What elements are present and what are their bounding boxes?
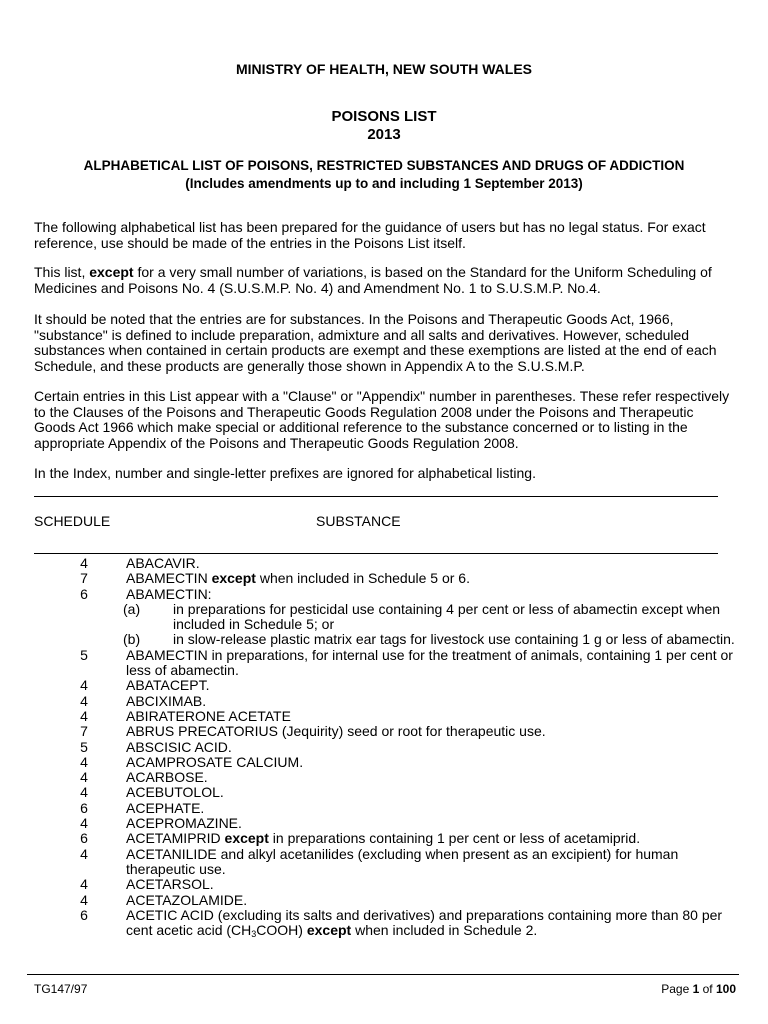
substance-text: ABRUS PRECATORIUS (Jequirity) seed or root for therapeutic use. xyxy=(126,723,546,740)
subclause-text: in preparations for pesticidal use containing 4 per cent or less of abamectin except when included in Schedule 5; or xyxy=(173,600,721,633)
entry-row xyxy=(0,877,768,892)
schedule-number: 4 xyxy=(80,692,88,709)
amendments-note: (Includes amendments up to and including 1 September 2013) xyxy=(185,176,583,191)
entry-row xyxy=(0,571,768,586)
substance-text: ACETANILIDE and alkyl acetanilides (excluding when present as an excipient) for human therapeutic use. xyxy=(126,845,679,877)
substance-text: ABIRATERONE ACETATE xyxy=(126,707,291,724)
substance-text: ACETARSOL. xyxy=(126,876,214,893)
substance-text: ACETAMIPRID except in preparations containing 1 per cent or less of acetamiprid. xyxy=(126,830,641,847)
substance-text: ACETIC ACID (excluding its salts and derivatives) and preparations containing more than 80 per cent acetic acid $(CH_3COOH)$ except when included in Schedule 2. xyxy=(126,906,723,940)
intro-paragraph-5: In the Index, number and single-letter prefixes are ignored for alphabetical listing. xyxy=(34,465,536,481)
entry-row xyxy=(0,831,768,846)
entry-row xyxy=(0,709,768,724)
substance-text: ABAMECTIN except when included in Schedule 5 or 6. xyxy=(126,570,470,587)
entry-row xyxy=(0,724,768,739)
substance-text: ACEPHATE. xyxy=(126,799,205,816)
substance-text: ACAMPROSATE CALCIUM. xyxy=(126,753,304,770)
schedule-number: 4 xyxy=(80,677,88,694)
entry-row xyxy=(0,755,768,770)
subclause-text: in slow-release plastic matrix ear tags for livestock use containing 1 g or less of abamectin. xyxy=(173,631,735,648)
document-code: TG147/97 xyxy=(34,982,88,996)
subclause-label: (a) xyxy=(123,600,141,617)
entry-row xyxy=(0,893,768,908)
schedule-number: 6 xyxy=(80,830,88,847)
entry-row xyxy=(0,770,768,785)
page-number: Page 1 of 100 xyxy=(661,982,736,996)
substance-text: ABAMECTIN: xyxy=(126,585,212,602)
entry-row xyxy=(0,847,768,878)
entry-row xyxy=(0,801,768,816)
substance-text: ABATACEPT. xyxy=(126,677,210,694)
intro-paragraph-1: The following alphabetical list has been prepared for the guidance of users but has no legal status. For exact reference, use should be made of the entries in the Poisons List itself. xyxy=(34,219,706,251)
divider-bottom xyxy=(34,553,718,554)
schedule-number: 4 xyxy=(80,753,88,770)
column-header-substance: SUBSTANCE xyxy=(316,513,401,529)
column-header-schedule: SCHEDULE xyxy=(34,513,111,529)
substance-text: ACARBOSE. xyxy=(126,769,208,786)
entry-row xyxy=(0,694,768,709)
subclause-label: (b) xyxy=(123,631,141,648)
document-year: 2013 xyxy=(367,126,401,143)
schedule-number: 4 xyxy=(80,876,88,893)
entry-row xyxy=(0,816,768,831)
poisons-entries-list xyxy=(0,556,768,938)
entry-row xyxy=(0,648,768,679)
schedule-number: 4 xyxy=(80,555,88,571)
entry-subclause xyxy=(0,602,768,633)
entry-row xyxy=(0,678,768,693)
ministry-heading: MINISTRY OF HEALTH, NEW SOUTH WALES xyxy=(235,61,533,77)
substance-text: ABACAVIR. xyxy=(126,555,200,571)
entry-row xyxy=(0,587,768,602)
schedule-number: 6 xyxy=(80,799,88,816)
schedule-number: 4 xyxy=(80,769,88,786)
document-title: POISONS LIST xyxy=(331,108,437,125)
substance-text: ACETAZOLAMIDE. xyxy=(126,891,248,908)
schedule-number: 4 xyxy=(80,845,88,862)
intro-paragraph-4: Certain entries in this List appear with a "Clause" or "Appendix" number in parentheses. These refer respectively to the Clauses of the Poisons and Therapeutic Goods Regulation 2008 under the Poisons and Therapeutic Goods Act 1966 which make special or additional reference to the substance concerned or to listing in the appropriate Appendix of the Poisons and Therapeutic Goods Regulation 2008. xyxy=(34,388,730,451)
intro-paragraph-3: It should be noted that the entries are for substances. In the Poisons and Therapeutic Goods Act, 1966, "substance" is defined to include preparation, admixture and all salts and derivatives. However, scheduled substances when contained in certain products are exempt and these exemptions are listed at the end of each Schedule, and these products are generally those shown in Appendix A to the S.U.S.M.P. xyxy=(34,311,717,374)
substance-text: ABCIXIMAB. xyxy=(126,692,207,709)
schedule-number: 4 xyxy=(80,815,88,832)
entry-subclause xyxy=(0,632,768,647)
schedule-number: 5 xyxy=(80,646,88,663)
entry-row xyxy=(0,556,768,571)
substance-text: ACEPROMAZINE. xyxy=(126,815,242,832)
schedule-number: 4 xyxy=(80,891,88,908)
intro-paragraph-2: This list, except for a very small number of variations, is based on the Standard for the Uniform Scheduling of Medicines and Poisons No. 4 (S.U.S.M.P. No. 4) and Amendment No. 1 to S.U.S.M.P. No.4. xyxy=(34,264,712,296)
substance-text: ABSCISIC ACID. xyxy=(126,738,232,755)
schedule-number: 4 xyxy=(80,707,88,724)
entry-row xyxy=(0,908,768,939)
schedule-number: 5 xyxy=(80,738,88,755)
substance-text: ABAMECTIN in preparations, for internal use for the treatment of animals, containing 1 per cent or less of abamectin. xyxy=(126,646,733,679)
schedule-number: 7 xyxy=(80,570,88,587)
schedule-number: 4 xyxy=(80,784,88,801)
document-subtitle: ALPHABETICAL LIST OF POISONS, RESTRICTED SUBSTANCES AND DRUGS OF ADDICTION xyxy=(83,158,685,173)
schedule-number: 6 xyxy=(80,906,88,923)
entry-row xyxy=(0,740,768,755)
entry-row xyxy=(0,785,768,800)
schedule-number: 7 xyxy=(80,723,88,740)
divider-top xyxy=(34,496,718,497)
substance-text: ACEBUTOLOL. xyxy=(126,784,224,801)
footer-divider xyxy=(27,974,739,975)
schedule-number: 6 xyxy=(80,585,88,602)
